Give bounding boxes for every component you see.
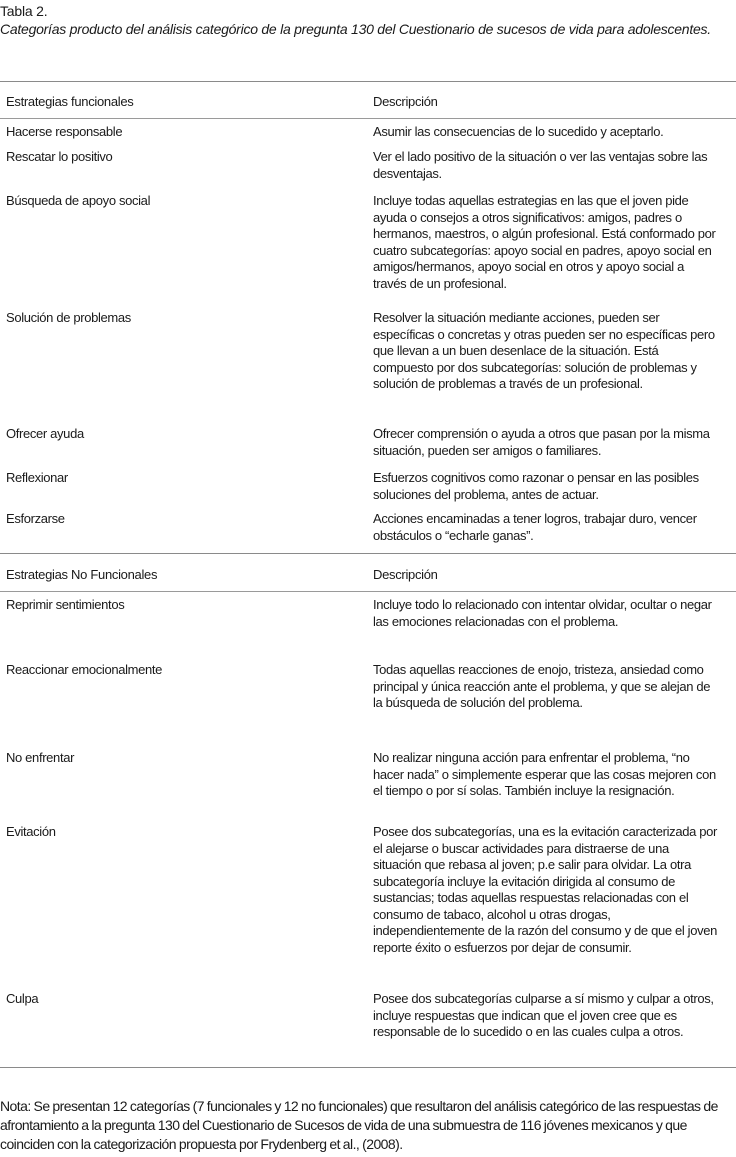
functional-header-description: Descripción [373, 94, 438, 109]
table-row [0, 597, 736, 662]
table-row [0, 149, 736, 193]
table-row [0, 470, 736, 511]
table-caption [0, 0, 736, 39]
table-row [0, 991, 736, 1061]
category-cell: Esforzarse [6, 511, 65, 526]
table-row [0, 193, 736, 310]
bottom-rule [0, 1067, 736, 1068]
table-row [0, 124, 736, 149]
category-cell: Búsqueda de apoyo social [6, 193, 151, 208]
description-cell: Todas aquellas reacciones de enojo, tristeza, ansiedad como principal y única reacción ante el problema, y que se alejan de la búsqueda de solución del problema. [373, 662, 711, 710]
description-cell: No realizar ninguna acción para enfrentar el problema, “no hacer nada” o simplemente esperar que las cosas mejoren con el tiempo o por sí solas. También incluye la resignación. [373, 750, 716, 798]
category-cell: Ofrecer ayuda [6, 426, 84, 441]
description-cell: Posee dos subcategorías, una es la evitación caracterizada por el alejarse o buscar actividades para distraerse de una situación que rebasa al joven; p.e salir para olvidar. La otra subcategoría incluye la evitación dirigida al consumo de sustancias; todas aquellas respuestas relacionadas con el consumo de tabaco, alcohol u otras drogas, independientemente de la razón del consumo y de que el joven reporte éxito o esfuerzos por dejar de consumir. [373, 824, 717, 955]
description-cell: Resolver la situación mediante acciones, pueden ser específicas o concretas y otras pueden ser no específicas pero que llevan a un buen desenlace de la situación. Está compuesto por dos subcategorías: solución de problemas y solución de problemas a través de un profesional. [373, 310, 715, 391]
table-row [0, 824, 736, 991]
table-row [0, 426, 736, 470]
category-cell: Reprimir sentimientos [6, 597, 125, 612]
table-row [0, 750, 736, 824]
description-cell: Posee dos subcategorías culparse a sí mismo y culpar a otros, incluye respuestas que indican que el joven cree que es responsable de lo sucedido o en las cuales culpa a otros. [373, 991, 714, 1039]
table-row [0, 511, 736, 551]
nonfunctional-section [0, 597, 736, 1061]
table-note: Nota: Se presentan 12 categorías (7 funcionales y 12 no funcionales) que resultaron del análisis categórico de las respuestas de afrontamiento a la pregunta 130 del Cuestionario de Sucesos de vida de una submuestra de 116 jóvenes mexicanos y que coinciden con la categorización propuesta por Frydenberg et al., (2008). [0, 1098, 718, 1152]
category-cell: Hacerse responsable [6, 124, 123, 139]
category-cell: Evitación [6, 824, 56, 839]
category-cell: Culpa [6, 991, 39, 1006]
description-cell: Ofrecer comprensión o ayuda a otros que pasan por la misma situación, pueden ser amigos o familiares. [373, 426, 710, 458]
category-cell: Reflexionar [6, 470, 68, 485]
table-row [0, 662, 736, 750]
table-title: Categorías producto del análisis categórico de la pregunta 130 del Cuestionario de sucesos de vida para adolescentes. [0, 21, 711, 37]
category-cell: Reaccionar emocionalmente [6, 662, 163, 677]
description-cell: Ver el lado positivo de la situación o ver las ventajas sobre las desventajas. [373, 149, 708, 181]
table-row [0, 310, 736, 426]
category-cell: Rescatar lo positivo [6, 149, 113, 164]
table-label: Tabla 2. [0, 3, 48, 19]
description-cell: Incluye todo lo relacionado con intentar olvidar, ocultar o negar las emociones relacionadas con el problema. [373, 597, 712, 629]
functional-header-rule [0, 118, 736, 119]
nonfunctional-header-category: Estrategias No Funcionales [6, 567, 158, 582]
description-cell: Asumir las consecuencias de lo sucedido y aceptarlo. [373, 124, 664, 139]
category-cell: No enfrentar [6, 750, 75, 765]
description-cell: Incluye todas aquellas estrategias en las que el joven pide ayuda o consejos a otros significativos: amigos, padres o hermanos, maestros, o algún profesional. Está conformado por cuatro subcategorías: apoyo social en padres, apoyo social en amigos/hermanos, apoyo social en otros y apoyo social a través de un profesional. [373, 193, 716, 291]
nonfunctional-header-rule [0, 591, 736, 592]
top-rule [0, 81, 736, 82]
functional-section [0, 124, 736, 551]
description-cell: Esfuerzos cognitivos como razonar o pensar en las posibles soluciones del problema, antes de actuar. [373, 470, 699, 502]
functional-header-category: Estrategias funcionales [6, 94, 134, 109]
description-cell: Acciones encaminadas a tener logros, trabajar duro, vencer obstáculos o “echarle ganas”. [373, 511, 697, 543]
category-cell: Solución de problemas [6, 310, 131, 325]
nonfunctional-header-description: Descripción [373, 567, 438, 582]
section-divider-rule [0, 553, 736, 554]
